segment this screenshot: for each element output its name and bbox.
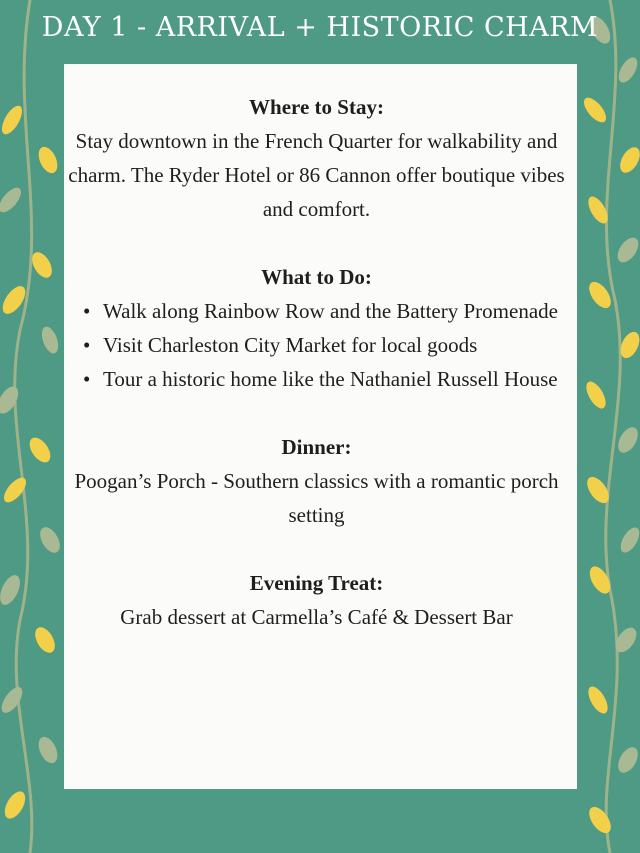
itinerary-card (64, 64, 577, 789)
right-vine-stem (606, 0, 620, 853)
page-title: DAY 1 - ARRIVAL + HISTORIC CHARM (41, 12, 599, 43)
where-to-stay-heading: Where to Stay: (249, 95, 384, 119)
evening-treat-body: Grab dessert at Carmella’s Café & Dessert Bar (120, 605, 513, 629)
what-to-do-section (68, 260, 565, 396)
where-to-stay-body: Stay downtown in the French Quarter for walkability and charm. The Ryder Hotel or 86 Cannon offer boutique vibes and comfort. (68, 129, 565, 221)
evening-treat-section (68, 566, 565, 634)
list-item: • Tour a historic home like the Nathaniel Russell House (103, 362, 565, 396)
dinner-body: Poogan’s Porch - Southern classics with a romantic porch setting (74, 469, 559, 527)
right-vine-leaves (580, 13, 640, 837)
what-to-do-list (68, 294, 565, 396)
what-to-do-heading: What to Do: (261, 265, 372, 289)
dinner-heading: Dinner: (281, 435, 352, 459)
list-item: • Visit Charleston City Market for local goods (103, 328, 565, 362)
list-item: • Walk along Rainbow Row and the Battery Promenade (103, 294, 565, 328)
evening-treat-heading: Evening Treat: (249, 571, 384, 595)
left-vine-stem (15, 0, 32, 853)
where-to-stay-section (68, 90, 565, 226)
dinner-section (68, 430, 565, 532)
